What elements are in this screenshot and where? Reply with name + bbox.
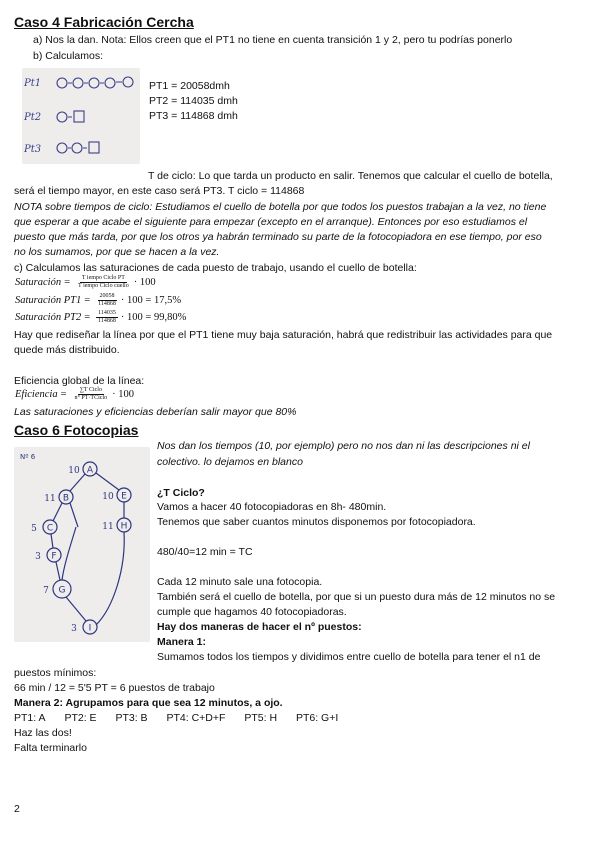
handwritten-notes-photo bbox=[22, 68, 140, 164]
precedence-diagram-photo bbox=[14, 447, 150, 642]
diagram-node-g-letter: G bbox=[58, 585, 66, 596]
diagram-node-e-letter: E bbox=[121, 491, 127, 502]
diagram-node-h-letter: H bbox=[120, 521, 128, 532]
formula-saturacion-den: T iempo Ciclo cuello bbox=[78, 283, 129, 289]
formula-pt1-num: 20058 bbox=[99, 293, 115, 299]
formula-saturacion-pt2: Saturación PT2 = $\frac{114035}{114868}$ · 100 = 99,80% bbox=[15, 310, 187, 324]
diagram-node-a-letter: A bbox=[86, 465, 94, 476]
formula-eficiencia-tail: · 100 bbox=[112, 389, 134, 400]
manera2-heading: Manera 2: Agrupamos para que sea 12 minutos, a ojo. bbox=[14, 697, 283, 709]
nota-rest: Estudiamos el cuello de botella por que todos los puestos trabajan a la vez, no tiene bbox=[152, 201, 547, 213]
nota-line4: no los sumamos, por que se hacen a la vez. bbox=[14, 246, 220, 258]
caso6-intro-line2: colectivo. lo dejamos en blanco bbox=[157, 456, 303, 468]
nota-line1 bbox=[14, 201, 546, 213]
formula-pt2-num: 114035 bbox=[98, 310, 116, 316]
pt-assignment-3: PT3: B bbox=[115, 712, 148, 724]
diagram-node-b-time: 11 bbox=[44, 494, 56, 504]
diagram-top-note: Nº 6 bbox=[20, 453, 36, 461]
nota-line3: puesto que más tarda, por que los otros ya habrán terminado su parte de la fotocopiadora en ese tiempo, por eso bbox=[14, 231, 542, 243]
formula-saturacion-num: T iempo Ciclo PT bbox=[81, 275, 125, 281]
diagram-node-h-time: 11 bbox=[102, 522, 114, 532]
pt-assignment-6: PT6: G+I bbox=[295, 712, 339, 724]
formula-pt1-tail: · 100 = 17,5% bbox=[120, 295, 182, 306]
vamos-text: Vamos a hacer 40 fotocopiadoras en 8h- 480min. bbox=[157, 501, 387, 513]
eficiencia-title: Eficiencia global de la línea: bbox=[14, 375, 145, 387]
formula-saturacion-tail: · 100 bbox=[133, 277, 156, 288]
dos-maneras: Hay dos maneras de hacer el nº puestos: bbox=[157, 621, 362, 633]
caso4-item-a: a) Nos la dan. Nota: Ellos creen que el PT1 no tiene en cuenta transición 1 y 2, pero tu podrías ponerlo bbox=[33, 34, 513, 46]
formula-eficiencia-den: n° PT·TCiclo bbox=[74, 395, 108, 401]
formula-pt1-label: Saturación PT1 bbox=[15, 295, 82, 306]
diagram-node-i-letter: I bbox=[88, 623, 92, 634]
haz-las-dos: Haz las dos! bbox=[14, 727, 72, 739]
pt-assignments bbox=[14, 712, 354, 724]
tambien-line1: También será el cuello de botella, por que si un puesto dura más de 12 minutos no se bbox=[157, 591, 556, 603]
nota-line2: que esperar a que acabe el siguiente para empezar (excepto en el arranque). Entonces por eso estudiamos el bbox=[14, 216, 528, 228]
pt1-value: PT1 = 20058dmh bbox=[149, 80, 230, 92]
formula-eficiencia-num: ∑T Ciclo bbox=[79, 387, 102, 393]
cada-text: Cada 12 minuto sale una fotocopia. bbox=[157, 576, 323, 588]
diagram-node-g-time: 7 bbox=[43, 586, 49, 596]
redisenar-line1: Hay que rediseñar la línea por que el PT1 tiene muy baja saturación, habrá que redistribuir las actividades para que bbox=[14, 329, 553, 341]
formula-saturacion-label: Saturación bbox=[15, 277, 62, 288]
formula-eficiencia: Eficiencia = $\frac{\text{∑T Ciclo}}{\text{n° PT·TCiclo}}$ · 100 bbox=[15, 387, 134, 401]
formula-eficiencia-label: Eficiencia bbox=[15, 389, 58, 400]
pt2-value: PT2 = 114035 dmh bbox=[149, 95, 238, 107]
diagram-node-f-time: 3 bbox=[35, 552, 41, 562]
tciclo-line2: será el tiempo mayor, en este caso será PT3. T ciclo = 114868 bbox=[14, 185, 305, 197]
manera1-heading: Manera 1: bbox=[157, 636, 207, 648]
tenemos-text: Tenemos que saber cuantos minutos disponemos por fotocopiadora. bbox=[157, 516, 476, 528]
diagram-node-b-letter: B bbox=[62, 493, 70, 504]
caso6-intro-line1: Nos dan los tiempos (10, por ejemplo) pero no nos dan ni las descripciones ni el bbox=[157, 440, 530, 452]
caso6-title: Caso 6 Fotocopias bbox=[14, 422, 139, 438]
handwritten-notes-sketch bbox=[22, 68, 140, 164]
nota-lead: NOTA sobre tiempos de ciclo: bbox=[14, 201, 153, 213]
diagram-node-e-time: 10 bbox=[102, 492, 114, 502]
formula-pt2-tail: · 100 = 99,80% bbox=[120, 312, 187, 323]
pt-assignment-1: PT1: A bbox=[14, 712, 46, 724]
diagram-node-c-letter: C bbox=[46, 523, 54, 534]
tciclo-line1: T de ciclo: Lo que tarda un producto en salir. Tenemos que calcular el cuello de botella, bbox=[148, 170, 553, 182]
formula-pt1-den: 114868 bbox=[98, 301, 116, 307]
caso4-item-b: b) Calculamos: bbox=[33, 50, 104, 62]
photo-label-pt2: Pt2 bbox=[24, 112, 42, 123]
pt3-value: PT3 = 114868 dmh bbox=[149, 110, 238, 122]
pt-assignment-4: PT4: C+D+F bbox=[166, 712, 226, 724]
formula-saturacion-pt1: Saturación PT1 = $\frac{20058}{114868}$ · 100 = 17,5% bbox=[15, 293, 182, 307]
redisenar-line2: quede más distribuido. bbox=[14, 344, 120, 356]
diagram-node-a-time: 10 bbox=[68, 466, 80, 476]
photo-label-pt3: Pt3 bbox=[24, 144, 42, 155]
diagram-node-i-time: 3 bbox=[71, 624, 77, 634]
pt-assignment-2: PT2: E bbox=[64, 712, 97, 724]
sumamos-line2: puestos mínimos: bbox=[14, 667, 97, 679]
sumamos-line1: Sumamos todos los tiempos y dividimos entre cuello de botella para tener el n1 de bbox=[157, 651, 541, 663]
puestos-result: 66 min / 12 = 5'5 PT = 6 puestos de trabajo bbox=[14, 682, 215, 694]
diagram-node-c-time: 5 bbox=[31, 524, 37, 534]
diagram-node-f-letter: F bbox=[51, 551, 57, 562]
precedence-diagram-sketch bbox=[14, 447, 150, 642]
tambien-line2: cumple que hagamos 40 fotocopiadoras. bbox=[157, 606, 347, 618]
tc-calculation: 480/40=12 min = TC bbox=[157, 546, 253, 558]
formula-pt2-den: 114868 bbox=[98, 318, 116, 324]
pt-assignment-5: PT5: H bbox=[244, 712, 278, 724]
formula-saturacion: Saturación = $\frac{\text{T iempo Ciclo PT}}{\text{T iempo Ciclo cuello}}$ · 100 bbox=[15, 275, 156, 289]
page-number: 2 bbox=[14, 803, 20, 815]
photo-label-pt1: Pt1 bbox=[24, 78, 42, 89]
saturaciones-note: Las saturaciones y eficiencias deberían salir mayor que 80% bbox=[14, 406, 297, 418]
tciclo-question: ¿T Ciclo? bbox=[157, 487, 205, 499]
caso4-title: Caso 4 Fabricación Cercha bbox=[14, 14, 194, 30]
falta-terminarlo: Falta terminarlo bbox=[14, 742, 87, 754]
formula-pt2-label: Saturación PT2 bbox=[15, 312, 82, 323]
caso4-item-c: c) Calculamos las saturaciones de cada puesto de trabajo, usando el cuello de botella: bbox=[14, 262, 417, 274]
